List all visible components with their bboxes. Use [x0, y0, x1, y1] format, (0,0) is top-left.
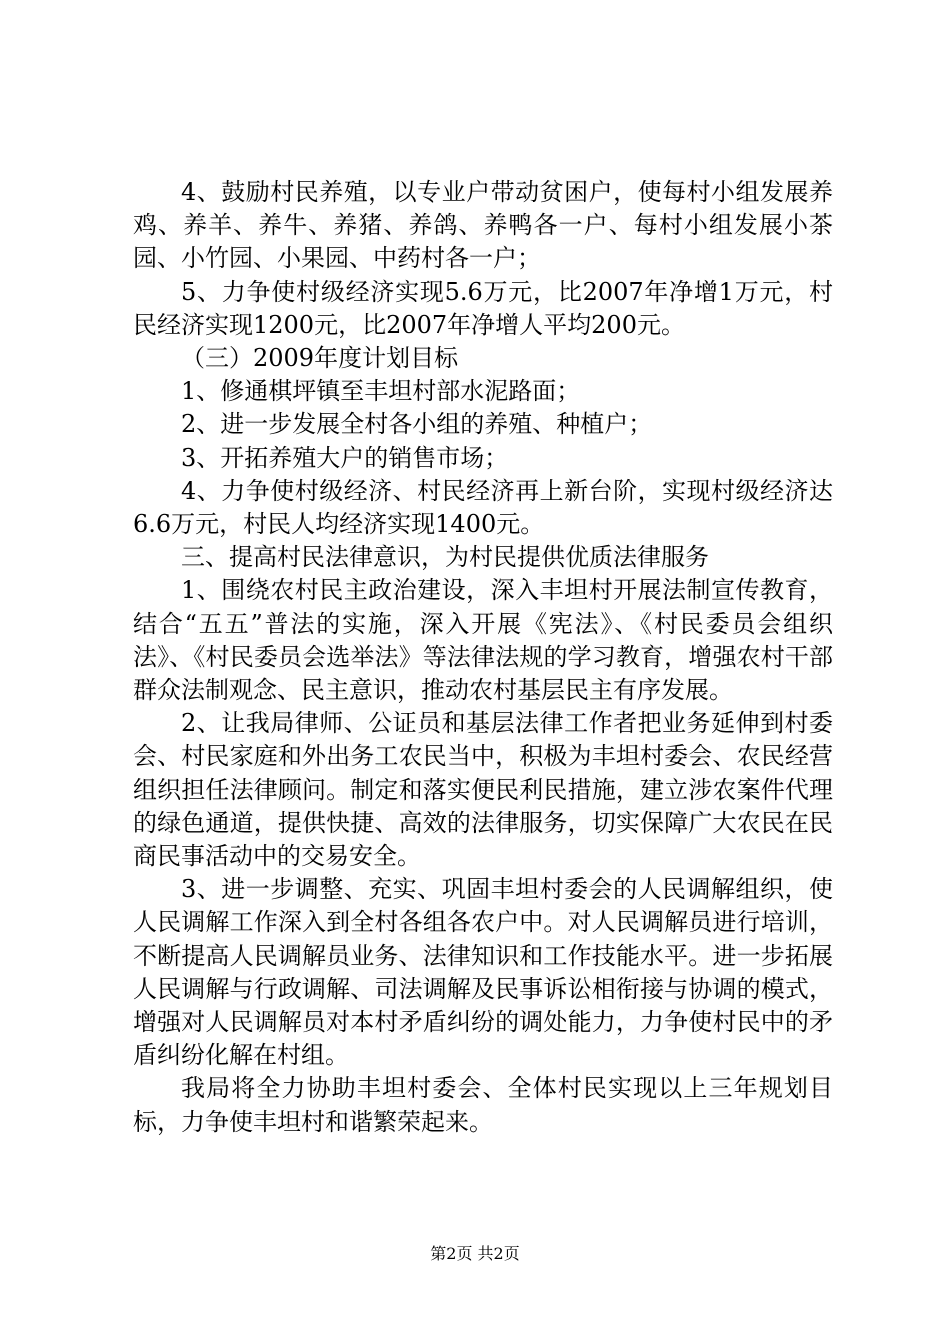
paragraph-legal-item-3: 3、进一步调整、充实、巩固丰坦村委会的人民调解组织，使人民调解工作深入到全村各组各农户中。对人民调解员进行培训，不断提高人民调解员业务、法律知识和工作技能水平。进一步拓展人民调解与行政调解、司法调解及民事诉讼相衔接与协调的模式，增强对人民调解员对本村矛盾纠纷的调处能力，力争使村民中的矛盾纠纷化解在村组。	[133, 875, 833, 1070]
paragraph-legal-item-2: 2、让我局律师、公证员和基层法律工作者把业务延伸到村委会、村民家庭和外出务工农民当中，积极为丰坦村委会、农民经营组织担任法律顾问。制定和落实便民利民措施，建立涉农案件代理的绿色通道，提供快捷、高效的法律服务，切实保障广大农民在民商民事活动中的交易安全。	[133, 709, 833, 871]
paragraph-2009-item-1: 1、修通棋坪镇至丰坦村部水泥路面；	[181, 377, 581, 406]
page-footer	[0, 1244, 950, 1264]
section-heading-2009-plan: （三）2009年度计划目标	[181, 344, 459, 373]
paragraph-conclusion: 我局将全力协助丰坦村委会、全体村民实现以上三年规划目标，力争使丰坦村和谐繁荣起来。	[133, 1074, 833, 1136]
paragraph-2009-item-4: 4、力争使村级经济、村民经济再上新台阶，实现村级经济达6.6万元，村民人均经济实现1400元。	[133, 476, 833, 539]
paragraph-goal-5-economy: 5、力争使村级经济实现5.6万元，比2007年净增1万元，村民经济实现1200元，比2007年净增人平均200元。	[133, 277, 833, 339]
page-number: 第2页 共2页	[430, 1244, 520, 1263]
section-heading-legal-services: 三、提高村民法律意识，为村民提供优质法律服务	[181, 543, 709, 572]
paragraph-2009-item-3: 3、开拓养殖大户的销售市场；	[181, 443, 509, 472]
document-body	[133, 176, 833, 1139]
paragraph-legal-item-1: 1、围绕农村民主政治建设，深入丰坦村开展法制宣传教育，结合“五五”普法的实施，深入开展《宪法》、《村民委员会组织法》、《村民委员会选举法》等法律法规的学习教育，增强农村干部群众法制观念、民主意识，推动农村基层民主有序发展。	[133, 576, 833, 705]
paragraph-2009-item-2: 2、进一步发展全村各小组的养殖、种植户；	[181, 410, 653, 439]
paragraph-goal-4-breeding: 4、鼓励村民养殖，以专业户带动贫困户，使每村小组发展养鸡、养羊、养牛、养猪、养鸽、养鸭各一户、每村小组发展小茶园、小竹园、小果园、中药村各一户；	[133, 178, 833, 273]
